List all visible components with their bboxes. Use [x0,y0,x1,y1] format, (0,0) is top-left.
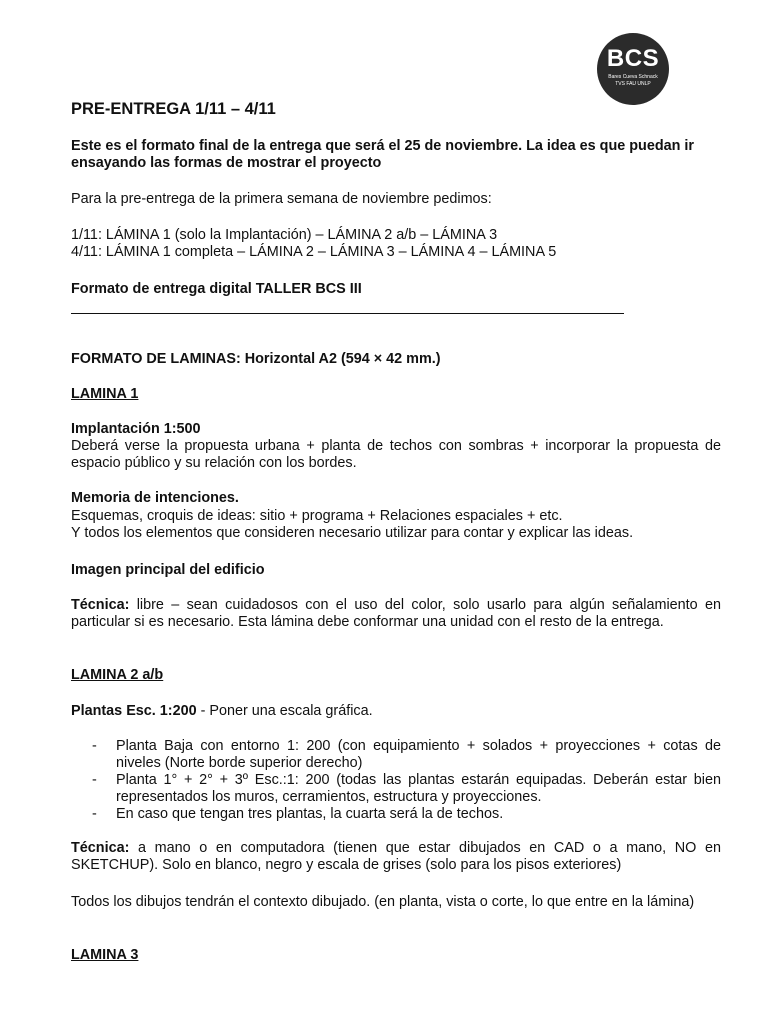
schedule-4-11: 4/11: LÁMINA 1 completa – LÁMINA 2 – LÁMINA 3 – LÁMINA 4 – LÁMINA 5 [71,244,557,260]
plantas-list [71,738,721,823]
list-item-text: En caso que tengan tres plantas, la cuarta será la de techos. [116,806,504,822]
tecnica-text: libre – sean cuidadosos con el uso del color, solo usarlo para algún señalamiento en particular si es necesario. Esta lámina debe conformar una unidad con el resto de la entrega. [71,597,721,630]
tecnica-label-2: Técnica: [71,840,130,856]
formato-laminas-heading: FORMATO DE LAMINAS: Horizontal A2 (594 × 42 mm.) [71,351,441,367]
tecnica-text-2: a mano o en computadora (tienen que estar dibujados en CAD o a mano, NO en SKETCHUP). Solo en blanco, negro y escala de grises (solo para los pisos exteriores) [71,840,721,873]
formato-digital-heading: Formato de entrega digital TALLER BCS III [71,281,362,297]
bcs-logo [597,33,669,105]
list-item: - Planta Baja con entorno 1: 200 (con equipamiento + solados + proyecciones + cotas de niveles (Norte borde superior derecho) [92,738,721,771]
lamina-2-tecnica [71,840,721,874]
imagen-principal-title: Imagen principal del edificio [71,562,265,578]
plantas-text: - Poner una escala gráfica. [196,703,373,719]
lamina-2-heading: LAMINA 2 a/b [71,667,164,683]
lamina-1-heading: LAMINA 1 [71,386,139,402]
intro-paragraph: Este es el formato final de la entrega que será el 25 de noviembre. La idea es que puedan ir ensayando las formas de mostrar el proyecto [71,138,695,171]
lamina-3-heading: LAMINA 3 [71,947,139,963]
memoria-title: Memoria de intenciones. [71,490,239,506]
logo-subtitle-1: Bares Cueva Schnack [608,74,658,80]
logo-text: BCS [606,45,660,72]
implantacion-title: Implantación 1:500 [71,421,201,437]
memoria-line-2: Y todos los elementos que consideren necesario utilizar para contar y explicar las ideas. [71,525,634,541]
document-title: PRE-ENTREGA 1/11 – 4/11 [71,100,276,118]
logo-subtitle-2: TVS FAU UNLP [615,81,651,87]
tecnica-label: Técnica: [71,597,130,613]
list-item: - Planta 1° + 2° + 3º Esc.:1: 200 (todas las plantas estarán equipadas. Deberán estar bien representados los muros, cerramientos, estructura y proyecciones. [92,772,721,805]
plantas-line [71,703,721,720]
memoria-line-1: Esquemas, croquis de ideas: sitio + programa + Relaciones espaciales + etc. [71,508,563,524]
schedule-1-11: 1/11: LÁMINA 1 (solo la Implantación) – LÁMINA 2 a/b – LÁMINA 3 [71,227,498,243]
lamina-1-tecnica [71,597,721,631]
plantas-label: Plantas Esc. 1:200 [71,703,197,719]
contexto-text: Todos los dibujos tendrán el contexto dibujado. (en planta, vista o corte, lo que entre en la lámina) [71,894,695,910]
implantacion-text: Deberá verse la propuesta urbana + planta de techos con sombras + incorporar la propuesta de espacio público y su relación con los bordes. [71,438,721,471]
list-item: - En caso que tengan tres plantas, la cuarta será la de techos. [71,806,721,823]
horizontal-rule [71,313,624,314]
pre-entrega-text: Para la pre-entrega de la primera semana de noviembre pedimos: [71,191,492,207]
list-item-text: Planta Baja con entorno 1: 200 (con equipamiento + solados + proyecciones + cotas de niveles (Norte borde superior derecho) [116,738,721,771]
list-item-text: Planta 1° + 2° + 3º Esc.:1: 200 (todas las plantas estarán equipadas. Deberán estar bien representados los muros, cerramientos, estructura y proyecciones. [116,772,721,805]
